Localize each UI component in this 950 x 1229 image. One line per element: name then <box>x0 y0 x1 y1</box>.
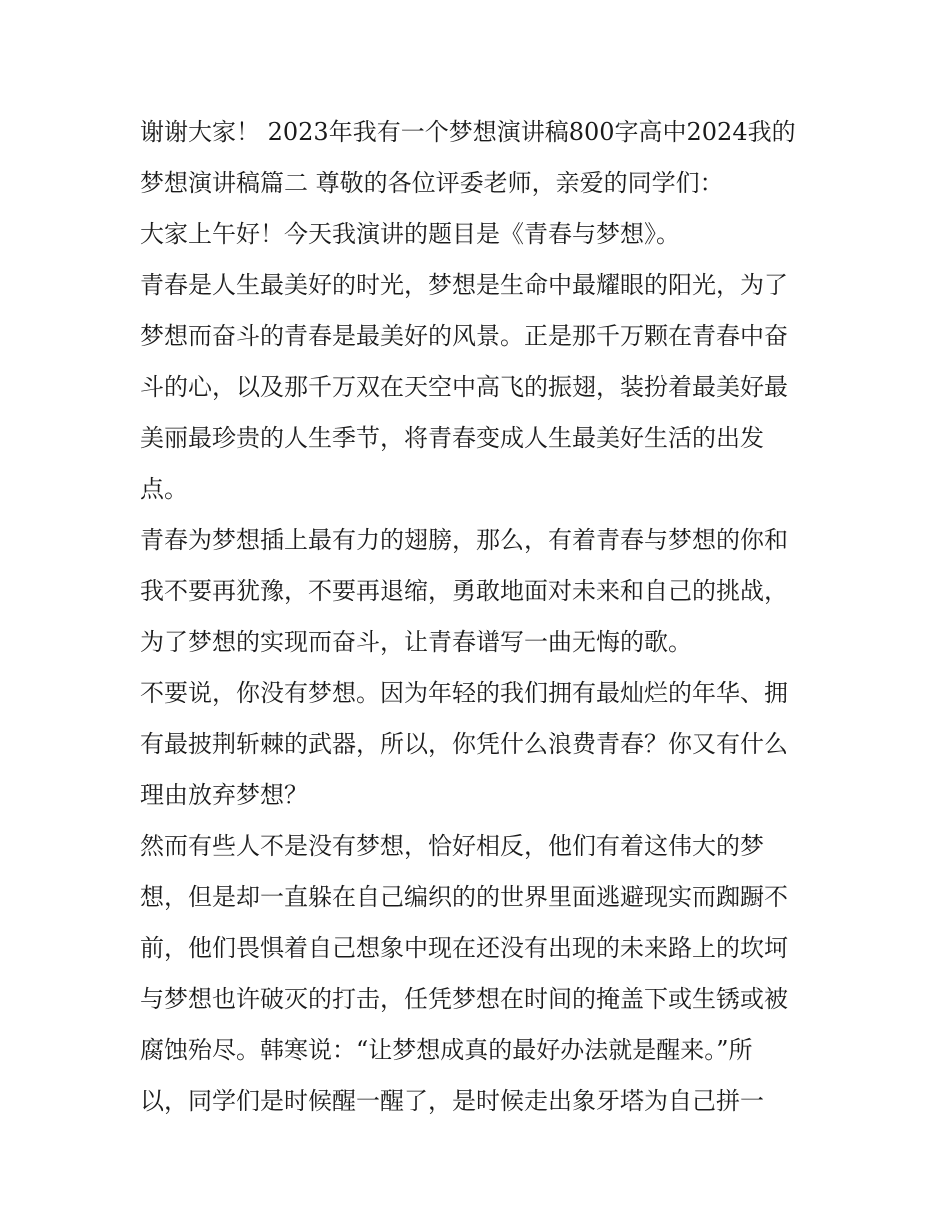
text-line: 梦想演讲稿篇二 尊敬的各位评委老师，亲爱的同学们： <box>140 169 724 197</box>
text-line: 为了梦想的实现而奋斗，让青春谱写一曲无悔的歌。 <box>140 628 692 656</box>
text-line: 美丽最珍贵的人生季节，将青春变成人生最美好生活的出发 <box>140 424 764 452</box>
text-line: 谢谢大家！ 2023年我有一个梦想演讲稿800字高中2024我的 <box>140 118 796 146</box>
text-line: 有最披荆斩棘的武器，所以，你凭什么浪费青春？你又有什么 <box>140 730 788 758</box>
text-line: 青春是人生最美好的时光，梦想是生命中最耀眼的阳光，为了 <box>140 271 788 299</box>
text-line: 前，他们畏惧着自己想象中现在还没有出现的未来路上的坎坷 <box>140 934 788 962</box>
text-line: 青春为梦想插上最有力的翅膀，那么，有着青春与梦想的你和 <box>140 526 788 554</box>
text-line: 梦想而奋斗的青春是最美好的风景。正是那千万颗在青春中奋 <box>140 322 788 350</box>
text-line: 大家上午好！今天我演讲的题目是《青春与梦想》。 <box>140 220 680 248</box>
text-line: 点。 <box>140 475 188 503</box>
text-line: 以，同学们是时候醒一醒了，是时候走出象牙塔为自己拼一 <box>140 1087 764 1115</box>
text-line: 斗的心，以及那千万双在天空中高飞的振翅，装扮着最美好最 <box>140 373 788 401</box>
text-line: 然而有些人不是没有梦想，恰好相反，他们有着这伟大的梦 <box>140 832 764 860</box>
text-line: 理由放弃梦想？ <box>140 781 308 809</box>
text-line: 想，但是却一直躲在自己编织的的世界里面逃避现实而踟蹰不 <box>140 883 788 911</box>
speech-text-body <box>140 107 820 1127</box>
text-line: 不要说，你没有梦想。因为年轻的我们拥有最灿烂的年华、拥 <box>140 679 788 707</box>
text-line: 与梦想也许破灭的打击，任凭梦想在时间的掩盖下或生锈或被 <box>140 985 788 1013</box>
text-line: 腐蚀殆尽。韩寒说：“让梦想成真的最好办法就是醒来。”所 <box>140 1036 753 1064</box>
text-line: 我不要再犹豫，不要再退缩，勇敢地面对未来和自己的挑战， <box>140 577 788 605</box>
